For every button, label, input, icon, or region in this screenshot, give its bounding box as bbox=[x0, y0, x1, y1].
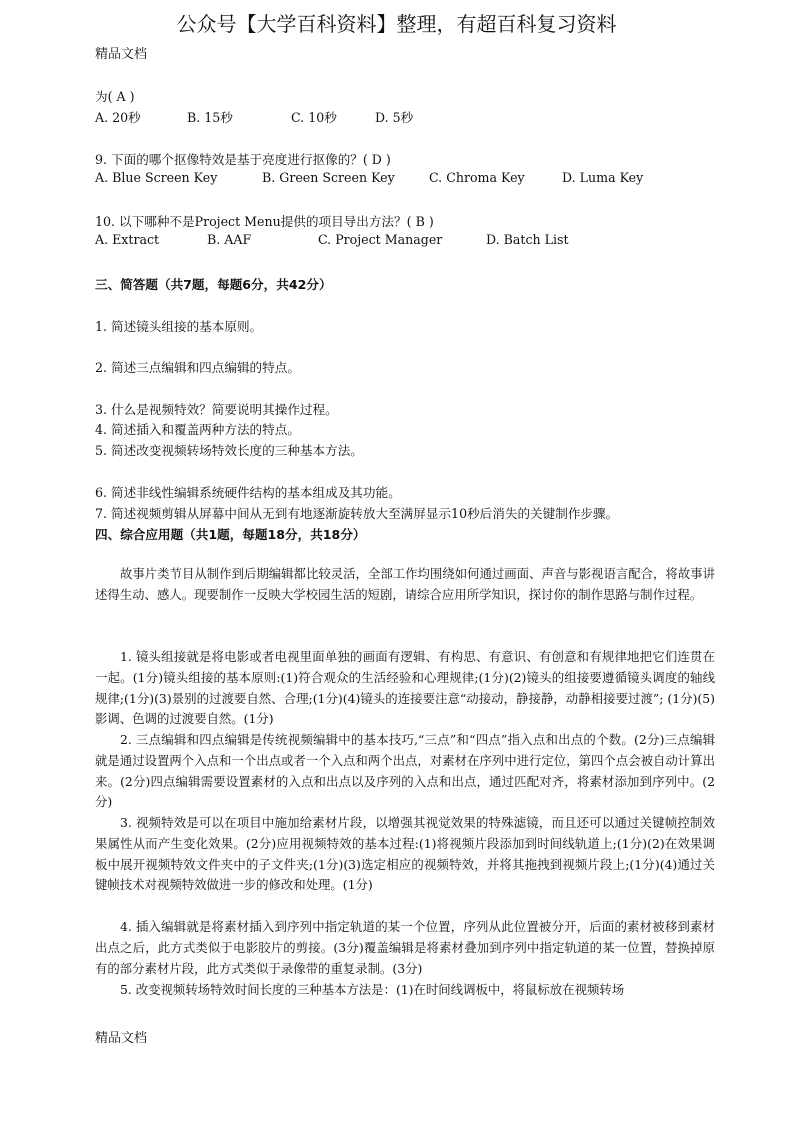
answer-5: 5. 改变视频转场特效时间长度的三种基本方法是：(1)在时间线调板中，将鼠标放在视频转场 bbox=[120, 982, 625, 997]
section3-item-4: 4. 简述插入和覆盖两种方法的特点。 bbox=[95, 422, 300, 437]
document-header-title: 公众号【大学百科资料】整理，有超百科复习资料 bbox=[176, 12, 617, 36]
answer-3: 3. 视频特效是可以在项目中施加给素材片段，以增强其视觉效果的特殊滤镜，而且还可以通过关键帧控制效果属性从而产生变化效果。(2分)应用视频特效的基本过程:(1)将视频片段添加到时间线轨道上;(1分)(2)在效果调板中展开视频特效文件夹中的子文件夹;(1分)(3)选定相应的视频特效，并将其拖拽到视频片段上;(1分)(4)通过关键帧技术对视频特效做进一步的修改和处理。(1分) bbox=[95, 815, 715, 893]
q8-option-a: A. 20秒 bbox=[95, 110, 141, 125]
q10-options bbox=[95, 232, 735, 250]
section3-item-5: 5. 简述改变视频转场特效长度的三种基本方法。 bbox=[95, 443, 363, 458]
section4-heading: 四、综合应用题（共1题，每题18分，共18分） bbox=[95, 527, 366, 542]
q8-options bbox=[95, 107, 735, 125]
q8-option-c: C. 10秒 bbox=[291, 110, 337, 125]
q10-option-b: B. AAF bbox=[207, 232, 252, 247]
answer-2: 2. 三点编辑和四点编辑是传统视频编辑中的基本技巧,“三点”和“四点”指入点和出点的个数。(2分)三点编辑就是通过设置两个入点和一个出点或者一个入点和两个出点，对素材在序列中进行定位，第四个点会被自动计算出来。(2分)四点编辑需要设置素材的入点和出点以及序列的入点和出点，通过匹配对齐，将素材添加到序列中。(2分) bbox=[95, 732, 715, 810]
section3-item-6: 6. 简述非线性编辑系统硬件结构的基本组成及其功能。 bbox=[95, 485, 401, 500]
q9-options bbox=[95, 170, 735, 188]
page-label-top: 精品文档 bbox=[95, 47, 148, 62]
q8-stem: 为( A ) bbox=[95, 89, 135, 104]
section3-item-2: 2. 简述三点编辑和四点编辑的特点。 bbox=[95, 360, 300, 375]
answer-4: 4. 插入编辑就是将素材插入到序列中指定轨道的某一个位置，序列从此位置被分开，后面的素材被移到素材出点之后，此方式类似于电影胶片的剪接。(3分)覆盖编辑是将素材叠加到序列中指定轨道的某一位置，替换掉原有的部分素材片段，此方式类似于录像带的重复录制。(3分) bbox=[95, 919, 715, 976]
section3-item-3: 3. 什么是视频特效？简要说明其操作过程。 bbox=[95, 402, 338, 417]
answer-1: 1. 镜头组接就是将电影或者电视里面单独的画面有逻辑、有构思、有意识、有创意和有规律地把它们连贯在一起。(1分)镜头组接的基本原则:(1)符合观众的生活经验和心理规律;(1分)(2)镜头的组接要遵循镜头调度的轴线规律;(1分)(3)景别的过渡要自然、合理;(1分)(4)镜头的连接要注意“动接动，静接静，动静相接要过渡”; (1分)(5)影调、色调的过渡要自然。(1分) bbox=[95, 649, 715, 727]
q10-option-a: A. Extract bbox=[95, 232, 160, 247]
section4-intro: 故事片类节目从制作到后期编辑都比较灵活，全部工作均围绕如何通过画面、声音与影视语言配合，将故事讲述得生动、感人。现要制作一反映大学校园生活的短剧，请综合应用所学知识，探讨你的制作思路与制作过程。 bbox=[95, 566, 715, 602]
q10-stem: 10. 以下哪种不是Project Menu提供的项目导出方法？( B ) bbox=[95, 214, 434, 229]
q9-option-d: D. Luma Key bbox=[562, 170, 644, 185]
page-label-bottom: 精品文档 bbox=[95, 1031, 148, 1046]
q10-option-d: D. Batch List bbox=[486, 232, 569, 247]
section3-item-7: 7. 简述视频剪辑从屏幕中间从无到有地逐渐旋转放大至满屏显示10秒后消失的关键制作步骤。 bbox=[95, 506, 619, 521]
section3-heading: 三、简答题（共7题，每题6分，共42分） bbox=[95, 277, 332, 292]
section3-item-1: 1. 简述镜头组接的基本原则。 bbox=[95, 319, 263, 334]
q9-option-b: B. Green Screen Key bbox=[262, 170, 395, 185]
q9-stem: 9. 下面的哪个抠像特效是基于亮度进行抠像的？( D ) bbox=[95, 152, 391, 167]
q8-option-b: B. 15秒 bbox=[187, 110, 233, 125]
q9-option-a: A. Blue Screen Key bbox=[95, 170, 218, 185]
q9-option-c: C. Chroma Key bbox=[429, 170, 525, 185]
q10-option-c: C. Project Manager bbox=[318, 232, 443, 247]
q8-option-d: D. 5秒 bbox=[375, 110, 414, 125]
